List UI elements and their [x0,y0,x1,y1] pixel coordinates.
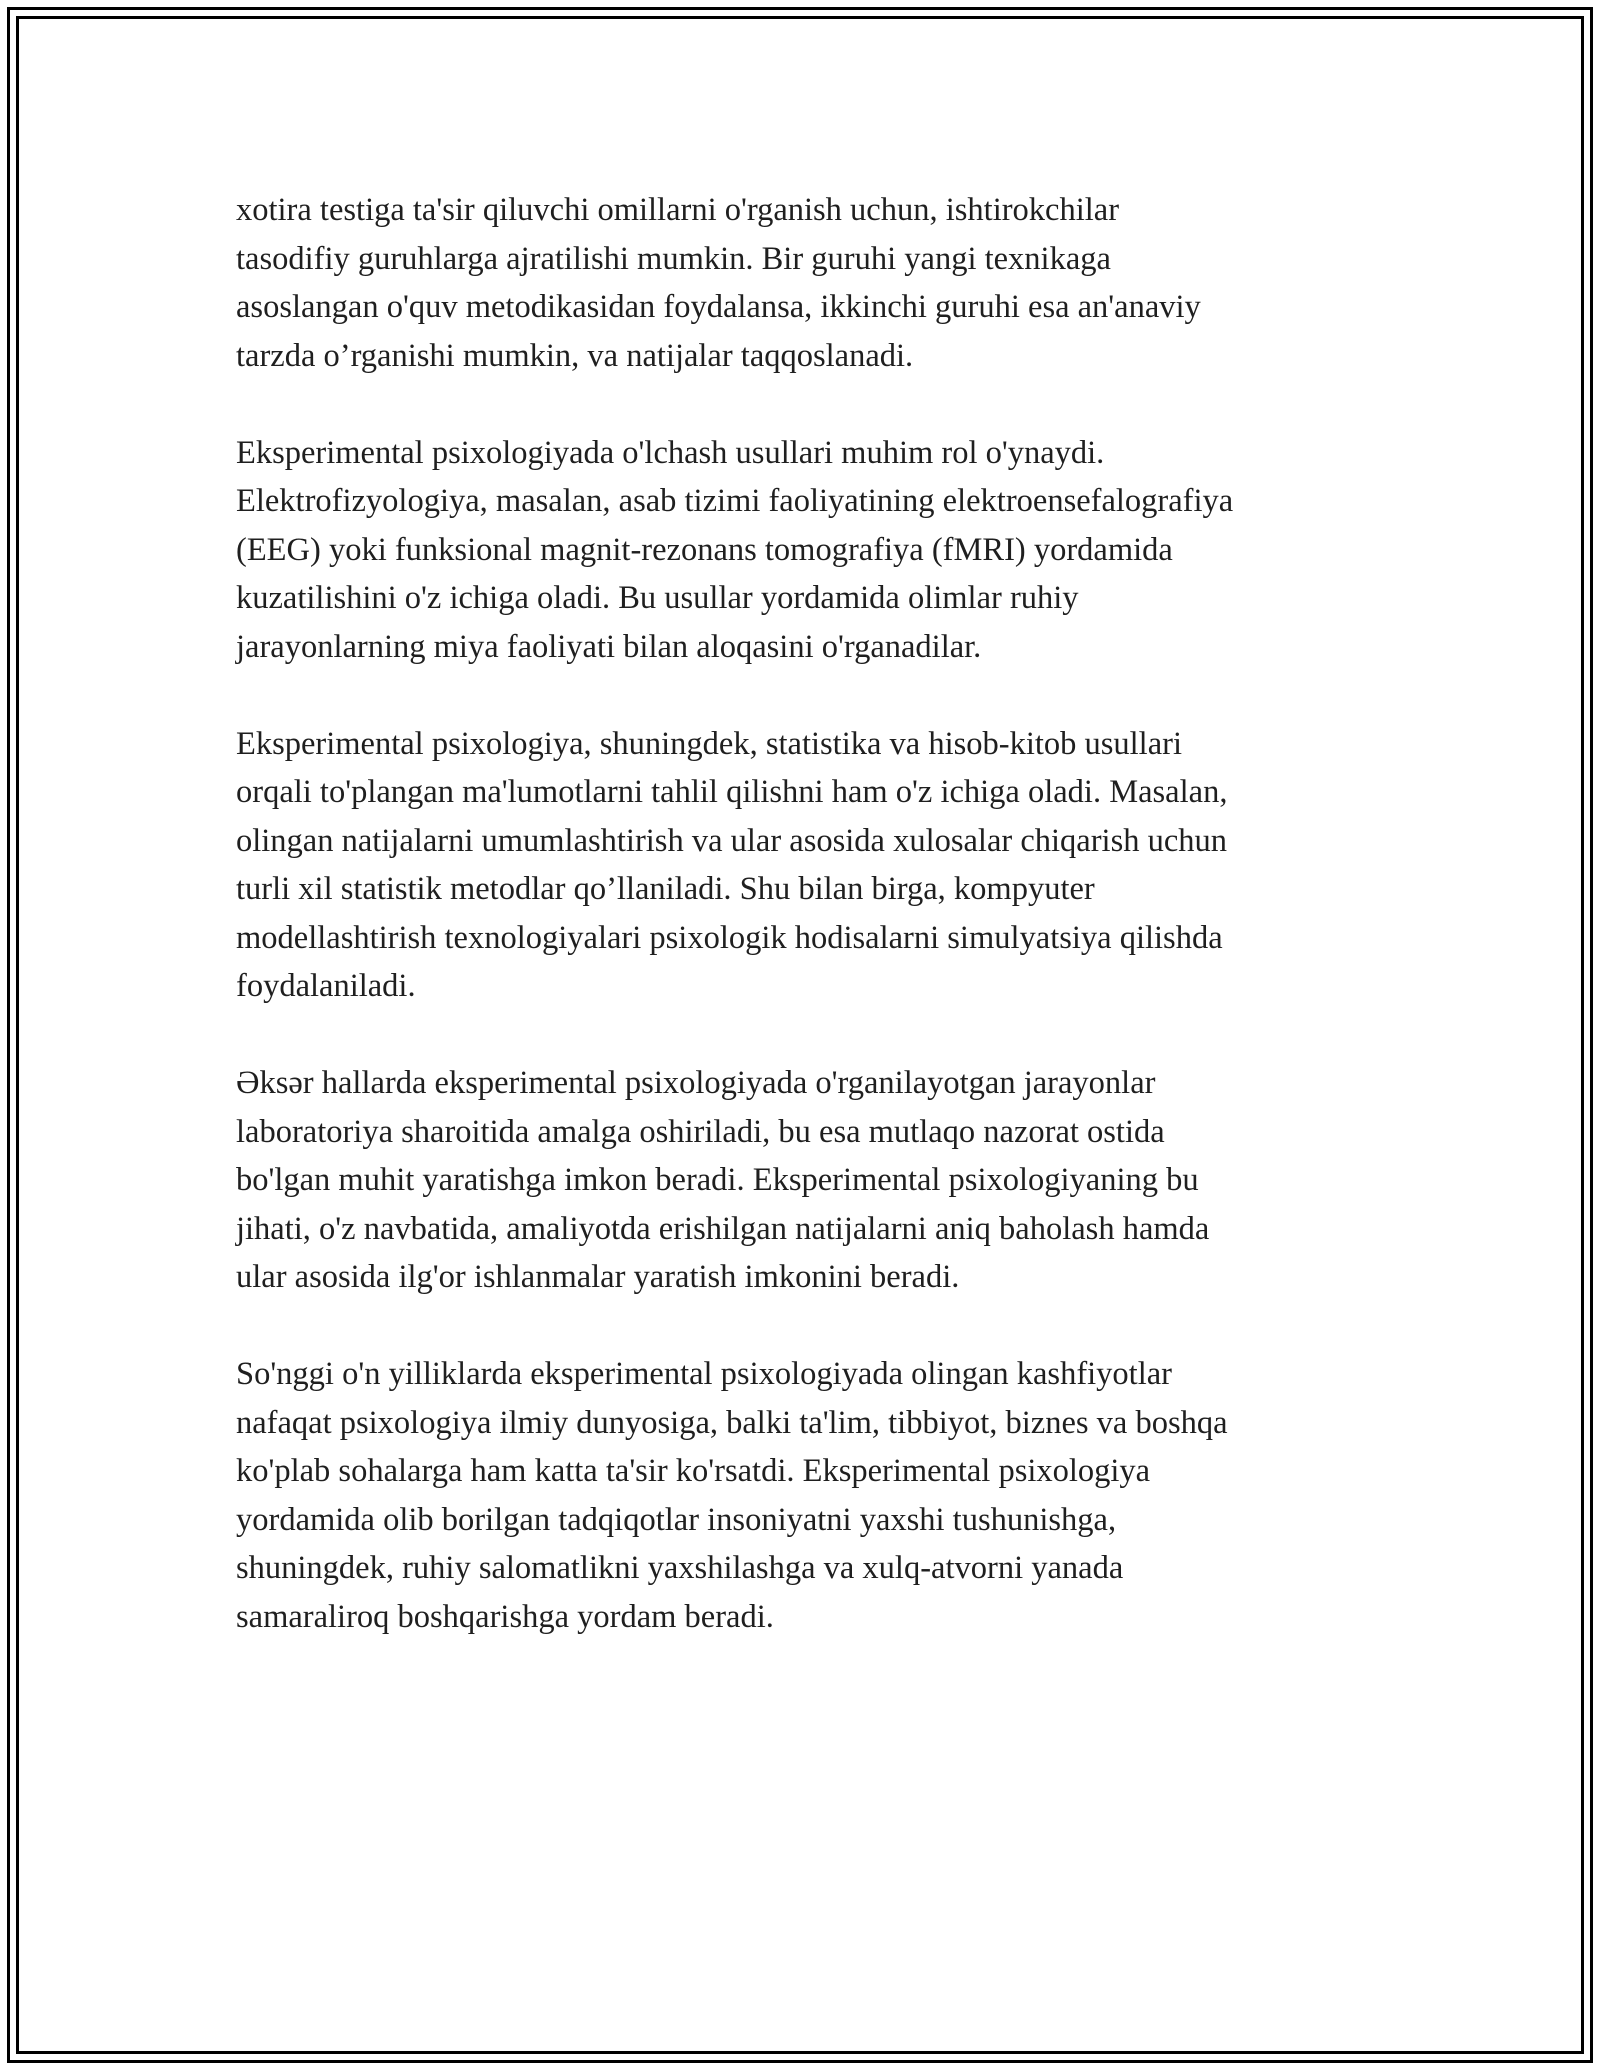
paragraph-4: Əksər hallarda eksperimental psixologiyada o'rganilayotgan jarayonlar laboratoriya sharoitida amalga oshiriladi, bu esa mutlaqo nazorat ostida bo'lgan muhit yaratishga imkon beradi. Eksperimental psixologiyaning bu jihati, o'z navbatida, amaliyotda erishilgan natijalarni aniq baholash hamda ular asosida ilg'or ishlanmalar yaratish imkonini beradi. [236,1065,1210,1295]
paragraph-2: Eksperimental psixologiyada o'lchash usullari muhim rol o'ynaydi. Elektrofizyologiya, masalan, asab tizimi faoliyatining elektroensefalografiya (EEG) yoki funksional magnit-rezonans tomografiya (fMRI) yordamida kuzatilishini o'z ichiga oladi. Bu usullar yordamida olimlar ruhiy jarayonlarning miya faoliyati bilan aloqasini o'rganadilar. [236,434,1234,665]
paragraph-3: Eksperimental psixologiya, shuningdek, statistika va hisob-kitob usullari orqali to'plangan ma'lumotlarni tahlil qilishni ham o'z ichiga oladi. Masalan, olingan natijalarni umumlashtirish va ular asosida xulosalar chiqarish uchun turli xil statistik metodlar qo’llaniladi. Shu bilan birga, kompyuter modellashtirish texnologiyalari psixologik hodisalarni simulyatsiya qilishda foydalaniladi. [236,725,1228,1004]
paragraph-5: So'nggi o'n yilliklarda eksperimental psixologiyada olingan kashfiyotlar nafaqat psixologiya ilmiy dunyosiga, balki ta'lim, tibbiyot, biznes va boshqa ko'plab sohalarga ham katta ta'sir ko'rsatdi. Eksperimental psixologiya yordamida olib borilgan tadqiqotlar insoniyatni yaxshi tushunishga, shuningdek, ruhiy salomatlikni yaxshilashga va xulq-atvorni yanada samaraliroq boshqarishga yordam beradi. [236,1356,1228,1635]
paragraph-1: xotira testiga ta'sir qiluvchi omillarni o'rganish uchun, ishtirokchilar tasodifiy guruhlarga ajratilishi mumkin. Bir guruhi yangi texnikaga asoslangan o'quv metodikasidan foydalansa, ikkinchi guruhi esa an'anaviy tarzda o’rganishi mumkin, va natijalar taqqoslanadi. [236,192,1201,374]
document-body [236,186,1396,1690]
